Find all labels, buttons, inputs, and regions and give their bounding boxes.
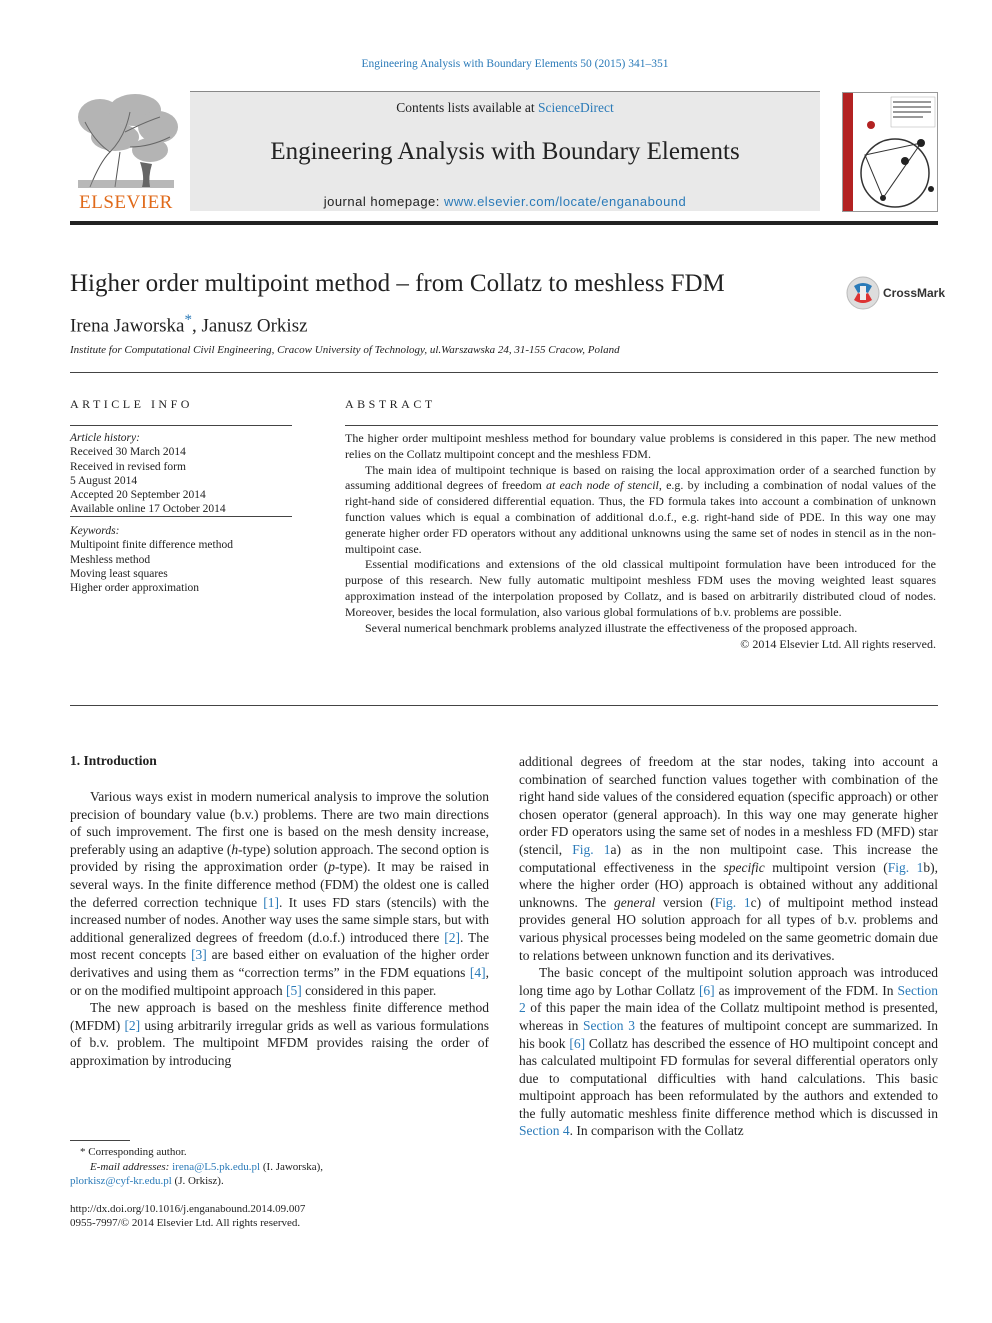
body-text: multipoint version ( <box>764 859 888 875</box>
body-text: -type) solution approach. The second option is provided by rising the approximation order ( <box>70 841 490 875</box>
sciencedirect-link[interactable]: ScienceDirect <box>538 100 614 115</box>
body-text: , or on the modified multipoint approach <box>70 964 489 998</box>
keyword-item: Higher order approximation <box>70 582 200 595</box>
reference-link[interactable]: [6] <box>569 1035 586 1051</box>
body-text: . In comparison with the Collatz <box>569 1123 744 1139</box>
email-line-2 <box>70 1174 490 1189</box>
email-label: E-mail addresses: <box>90 1160 173 1173</box>
body-text: The new approach is based on the meshless finite difference method (MFDM) <box>70 1000 489 1033</box>
emphasis-text: specific <box>723 859 765 875</box>
body-text: the features of multipoint concept are summarized. In his book <box>519 1017 938 1051</box>
abstract-paragraph: Essential modifications and extensions of the old classical multipoint formulation have been introduced for the purpose of this research. New fully automatic multipoint meshless FDM uses the moving weighted least squares approximation instead of the interpolation proposed by Collatz, and is based on arbitrarily distributed cloud of nodes. Moreover, besides the local formulation, also various global formulations of b.v. problems are possible. <box>345 557 936 619</box>
body-text: considered in this paper. <box>301 982 437 998</box>
abstract-paragraph: The higher order multipoint meshless method for boundary value problems is considered in this paper. The new method relies on the Collatz multipoint concept and the meshless FDM. <box>345 431 936 461</box>
email-link-jaworska[interactable]: irena@L5.pk.edu.pl <box>172 1160 261 1173</box>
body-text: of this paper the main idea of the Collatz multipoint method is presented, whereas in <box>519 1000 938 1033</box>
history-label: Article history: <box>70 432 140 444</box>
intro-paragraph-4 <box>519 964 938 1140</box>
footnote-rule <box>70 1140 130 1141</box>
journal-title: Engineering Analysis with Boundary Elements <box>270 138 740 165</box>
contents-line <box>190 100 820 116</box>
abstract-rule <box>345 425 938 426</box>
body-text: c) of multipoint method instead provides general HO solution approach for all types of b.v. problems and various physical processes being modeled on the same geometric domain due to relations between unknown function and its derivatives. <box>519 894 938 963</box>
emphasis-text: h <box>231 841 239 857</box>
corresponding-author-note: * Corresponding author. <box>80 1146 187 1158</box>
abstract-paragraph: Several numerical benchmark problems analyzed illustrate the effectiveness of the proposed approach. <box>365 620 858 635</box>
emphasis-text: p <box>328 859 335 875</box>
intro-paragraph-1 <box>70 788 489 999</box>
doi-link[interactable]: http://dx.doi.org/10.1016/j.enganabound.2014.09.007 <box>70 1203 306 1215</box>
cover-graphic-icon <box>843 93 938 212</box>
author-orkisz: Janusz Orkisz <box>201 315 308 337</box>
reference-link[interactable]: [1] <box>263 894 280 910</box>
keyword-item: Multipoint finite difference method <box>70 539 233 552</box>
body-right-column <box>519 753 938 1140</box>
body-text: a) as in the non multipoint case. This increase the computational effectiveness in the <box>519 841 938 875</box>
body-text: using arbitrarily irregular grids as well as various formulations of b.v. problem. The multipoint MFDM provides raising the order of approximation by introducing <box>70 1017 489 1068</box>
reference-link[interactable]: [5] <box>285 982 302 998</box>
body-text: Various ways exist in modern numerical analysis to improve the solution precision of boundary value (b.v.) problems. There are two main directions of such improvement. The first one is based on the mesh density increase, preferably using an adaptive ( <box>70 789 489 857</box>
body-text: b), where the higher order (HO) approach is obtained without any additional unknowns. The <box>519 859 938 910</box>
homepage-link[interactable]: www.elsevier.com/locate/enganabound <box>444 194 687 209</box>
body-text: as improvement of the FDM. In <box>714 982 898 998</box>
reference-link[interactable]: [2] <box>124 1017 141 1033</box>
history-revised: Received in revised form <box>70 460 186 473</box>
history-divider <box>70 516 292 517</box>
email-line <box>70 1160 490 1175</box>
crossmark-icon <box>846 276 880 310</box>
journal-cover-thumbnail[interactable] <box>842 92 938 212</box>
paper-title: Higher order multipoint method – from Collatz to meshless FDM <box>70 270 725 297</box>
email-owner-orkisz: (J. Orkisz). <box>171 1175 224 1187</box>
body-text: -type). It may be raised in several ways. In the finite difference method (FDM) the oldest one is called the deferred correction technique <box>70 859 489 910</box>
elsevier-wordmark: ELSEVIER <box>79 192 173 213</box>
reference-link[interactable]: [6] <box>698 982 715 998</box>
keyword-item: Meshless method <box>70 553 151 566</box>
journal-reference[interactable]: Engineering Analysis with Boundary Elements 50 (2015) 341–351 <box>361 58 669 70</box>
affiliation-divider <box>70 372 938 373</box>
crossmark-badge[interactable] <box>846 276 946 310</box>
email-link-orkisz[interactable]: plorkisz@cyf-kr.edu.pl <box>70 1175 172 1187</box>
keywords-label: Keywords: <box>70 525 120 537</box>
intro-paragraph-2 <box>70 999 489 1069</box>
abstract-paragraph <box>345 463 936 558</box>
reference-link[interactable]: [4] <box>469 964 486 980</box>
reference-link[interactable]: [2] <box>444 929 461 945</box>
reference-link[interactable]: Fig. 1 <box>714 894 751 910</box>
reference-link[interactable]: Fig. 1 <box>887 859 924 875</box>
body-left-column <box>70 788 489 1070</box>
reference-link[interactable]: Section 4 <box>519 1123 570 1139</box>
author-list <box>70 312 308 337</box>
body-text: are based either on evaluation of the higher order derivatives and using them as “correction terms” in the FDM equations <box>70 947 489 980</box>
history-revised-date: 5 August 2014 <box>70 474 138 487</box>
author-jaworska: Irena Jaworska <box>70 315 185 337</box>
issn-copyright: 0955-7997/© 2014 Elsevier Ltd. All rights reserved. <box>70 1217 301 1229</box>
abstract-divider <box>70 705 938 706</box>
crossmark-label: CrossMark <box>883 286 946 300</box>
body-text: The basic concept of the multipoint solution approach was introduced long time ago by Lothar Collatz <box>519 965 938 998</box>
journal-homepage <box>190 194 820 209</box>
abstract-copyright: © 2014 Elsevier Ltd. All rights reserved. <box>740 637 936 652</box>
abstract-body <box>345 431 936 653</box>
body-text: . It uses FD stars (stencils) with the increased number of nodes. Another way uses the same simple stars, but with additional generalized degrees of freedom (d.o.f.) introduced there <box>70 894 490 945</box>
reference-link[interactable]: Section 2 <box>519 982 938 1016</box>
emphasis-text: general <box>613 894 656 910</box>
article-history <box>70 431 292 517</box>
body-text: additional degrees of freedom at the star nodes, taking into account a combination of searched function values together with combination of the right hand side values of the considered equation (specific approach) or other chosen operator (general approach). In this way one may generate higher order FD operators using the same set of nodes in a meshless FD (MFD) star (stencil, <box>519 754 938 857</box>
section-heading-introduction: 1. Introduction <box>70 753 157 768</box>
reference-link[interactable]: Fig. 1 <box>572 841 611 857</box>
abstract-emphasis: at each node of stencil <box>546 478 659 493</box>
homepage-prefix: journal homepage: <box>323 194 445 209</box>
header-divider <box>70 221 938 225</box>
author-separator: , <box>191 315 202 337</box>
intro-paragraph-3 <box>519 753 938 964</box>
abstract-text: The main idea of multipoint technique is based on raising the local approximation order of a searched function by assuming additional degrees of freedom <box>345 462 936 493</box>
contents-prefix: Contents lists available at <box>396 100 538 115</box>
reference-link[interactable]: Section 3 <box>583 1017 635 1033</box>
article-info-rule <box>70 425 292 426</box>
body-text: . The most recent concepts <box>70 929 490 963</box>
article-info-heading: ARTICLE INFO <box>70 397 193 411</box>
footnotes <box>70 1145 490 1189</box>
affiliation: Institute for Computational Civil Engineering, Cracow University of Technology, ul.Warszawska 24, 31-155 Cracow, Poland <box>70 344 620 356</box>
body-text: Collatz has described the essence of HO multipoint concept and has calculated multipoint FD formulas for several differential operators only due to computational difficulties with hand calculations. This basic multipoint approach has been reformulated by the authors and extended to the fully automatic meshless finite difference method which is discussed in <box>519 1035 938 1121</box>
reference-link[interactable]: [3] <box>191 947 207 963</box>
body-text: version ( <box>655 894 715 910</box>
email-owner-jaworska: (I. Jaworska), <box>260 1160 324 1173</box>
history-accepted: Accepted 20 September 2014 <box>70 489 206 502</box>
corresponding-author-mark[interactable]: * <box>184 312 192 328</box>
history-received: Received 30 March 2014 <box>70 446 186 459</box>
keyword-item: Moving least squares <box>70 567 168 580</box>
abstract-heading: ABSTRACT <box>345 397 436 411</box>
abstract-text: , e.g. by including a combination of nodal values of the right-hand side of considered differential equation. Thus, the FD formula takes into account a combination of unknown function values which is equal a combination of additional d.o.f., e.g. right-hand side of PDE. In this way one may generate higher order FD operators without any additional unknowns using the same set of nodes in stencil as in the non-multipoint case. <box>345 478 936 556</box>
keywords <box>70 524 292 595</box>
history-online: Available online 17 October 2014 <box>70 503 226 516</box>
